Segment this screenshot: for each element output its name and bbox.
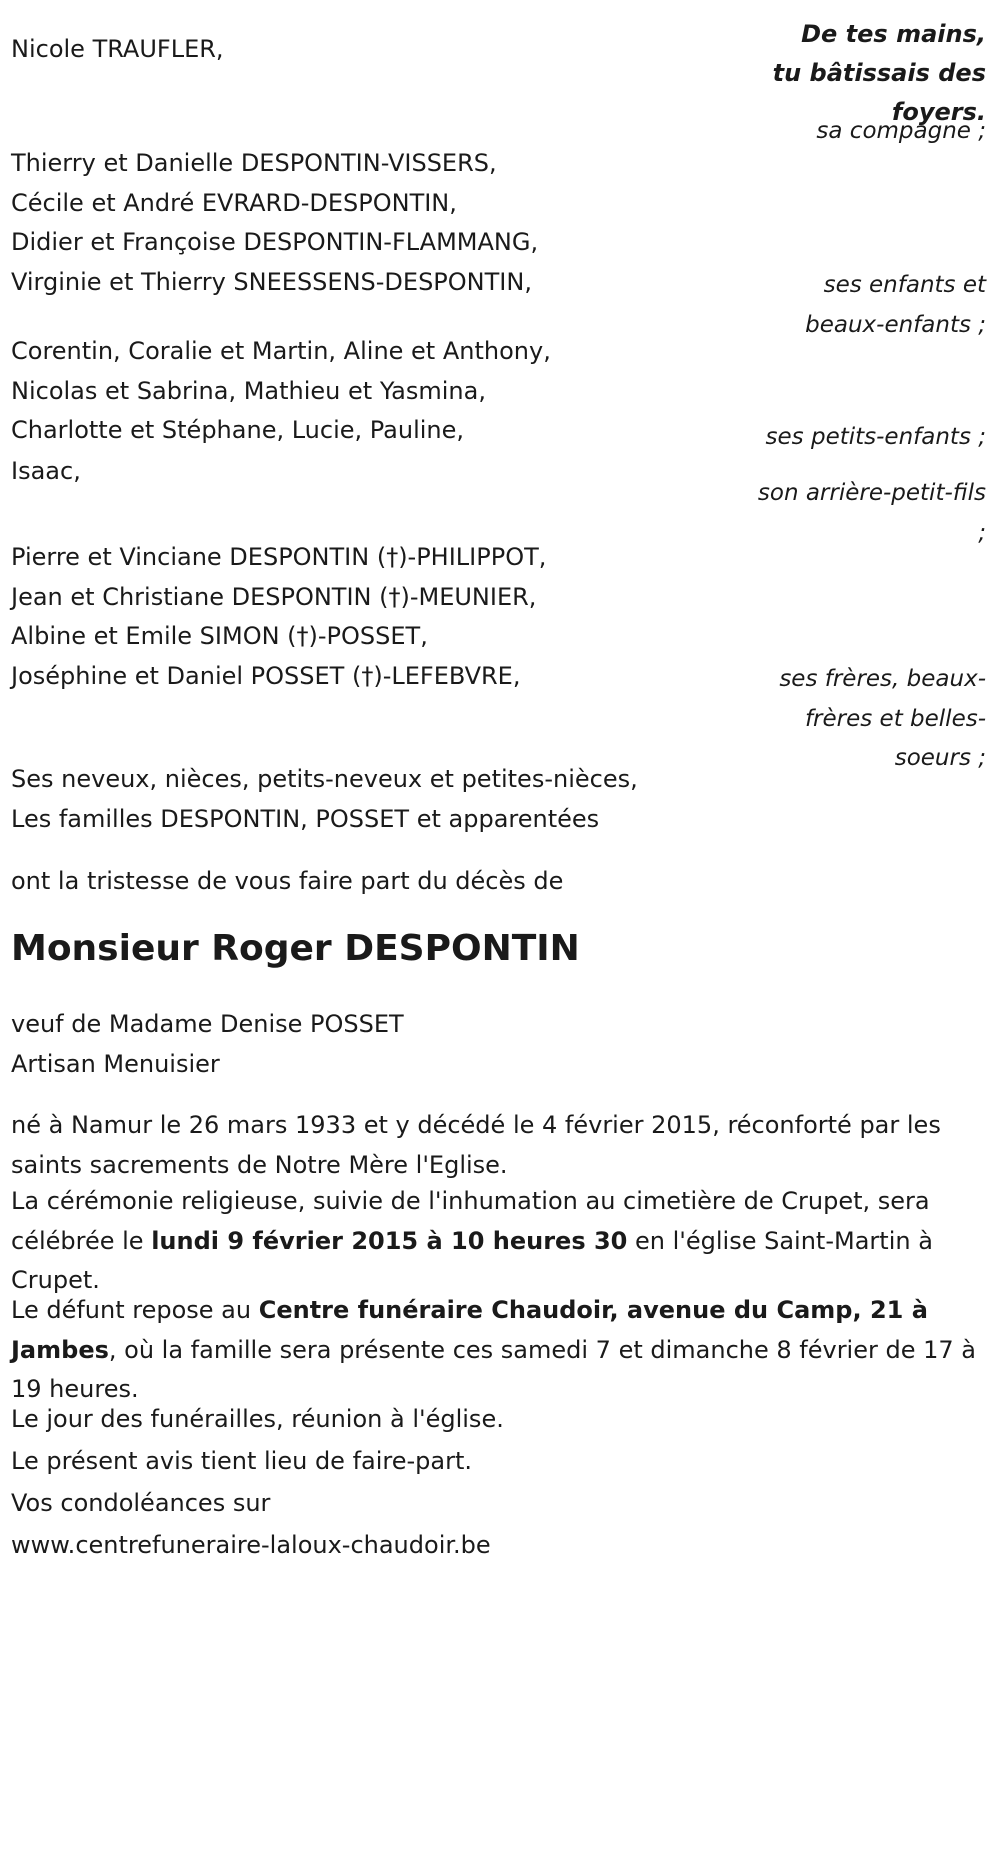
deceased-details xyxy=(11,1005,404,1084)
rest-hours: , où la famille sera présente ces samedi 7 et dimanche 8 février de 17 à 19 heures. xyxy=(11,1335,976,1403)
extended-family-line: Les familles DESPONTIN, POSSET et apparentées xyxy=(11,804,600,833)
quote-line: De tes mains, xyxy=(801,20,986,48)
notice-text: Le présent avis tient lieu de faire-part. xyxy=(11,1447,473,1475)
quote-line: foyers. xyxy=(891,98,986,126)
role-line: ses frères, beaux- xyxy=(779,666,986,692)
ceremony-paragraph xyxy=(11,1182,991,1301)
siblings-role xyxy=(779,660,986,779)
role-line: ses enfants et xyxy=(823,272,986,298)
role-line: soeurs ; xyxy=(894,745,986,771)
partner-name: Nicole TRAUFLER, xyxy=(11,35,224,63)
role-line: frères et belles- xyxy=(804,705,986,732)
website-link[interactable]: www.centrefuneraire-laloux-chaudoir.be xyxy=(11,1531,491,1559)
grandchild-name: Corentin, Coralie et Martin, Aline et Anthony, xyxy=(11,337,551,365)
extended-family-line: Ses neveux, nièces, petits-neveux et petites-nièces, xyxy=(11,765,638,793)
sibling-name: Pierre et Vinciane DESPONTIN (†)-PHILIPPOT, xyxy=(11,543,547,571)
role-line: beaux-enfants ; xyxy=(805,311,986,338)
child-name: Didier et Françoise DESPONTIN-FLAMMANG, xyxy=(11,228,539,256)
partner-role: sa compagne ; xyxy=(816,118,986,144)
rest-paragraph xyxy=(11,1291,991,1410)
ceremony-date: lundi 9 février 2015 à 10 heures 30 xyxy=(151,1226,628,1255)
grandchild-name: Nicolas et Sabrina, Mathieu et Yasmina, xyxy=(11,376,486,405)
condolences-text: Vos condoléances sur xyxy=(11,1489,271,1517)
rest-location: Centre funéraire Chaudoir, avenue du Camp, 21 à Jambes xyxy=(11,1296,928,1364)
siblings-list xyxy=(11,538,546,696)
ceremony-place: en l'église Saint-Martin à Crupet. xyxy=(11,1226,933,1294)
child-name: Thierry et Danielle DESPONTIN-VISSERS, xyxy=(11,149,497,177)
quote-line: tu bâtissais des xyxy=(772,59,986,87)
birth-paragraph: né à Namur le 26 mars 1933 et y décédé le 4 février 2015, réconforté par les saints sacrements de Notre Mère l'Eglise. xyxy=(11,1111,941,1179)
children-role xyxy=(805,266,986,345)
great-grandchild-name: Isaac, xyxy=(11,457,81,485)
rest-text: Le défunt repose au xyxy=(11,1296,259,1324)
sibling-name: Jean et Christiane DESPONTIN (†)-MEUNIER, xyxy=(11,582,537,611)
detail-line: Artisan Menuisier xyxy=(11,1049,220,1078)
ceremony-text: La cérémonie religieuse, suivie de l'inhumation au cimetière de Crupet, sera célébrée le xyxy=(11,1187,930,1255)
detail-line: veuf de Madame Denise POSSET xyxy=(11,1010,404,1038)
deceased-name: Monsieur Roger DESPONTIN xyxy=(11,928,580,969)
sibling-name: Albine et Emile SIMON (†)-POSSET, xyxy=(11,622,428,650)
grandchildren-role: ses petits-enfants ; xyxy=(765,424,986,450)
role-line: ; xyxy=(978,519,986,546)
great-grandchild-role xyxy=(758,474,986,553)
role-line: son arrière-petit-fils xyxy=(757,480,986,506)
grandchild-name: Charlotte et Stéphane, Lucie, Pauline, xyxy=(11,416,465,444)
child-name: Cécile et André EVRARD-DESPONTIN, xyxy=(11,188,457,217)
extended-family xyxy=(11,760,638,839)
children-list xyxy=(11,144,538,302)
grandchildren-list xyxy=(11,332,551,451)
announcement: ont la tristesse de vous faire part du décès de xyxy=(11,867,564,895)
sibling-name: Joséphine et Daniel POSSET (†)-LEFEBVRE, xyxy=(11,661,521,690)
child-name: Virginie et Thierry SNEESSENS-DESPONTIN, xyxy=(11,267,532,296)
meeting-text: Le jour des funérailles, réunion à l'église. xyxy=(11,1405,504,1433)
